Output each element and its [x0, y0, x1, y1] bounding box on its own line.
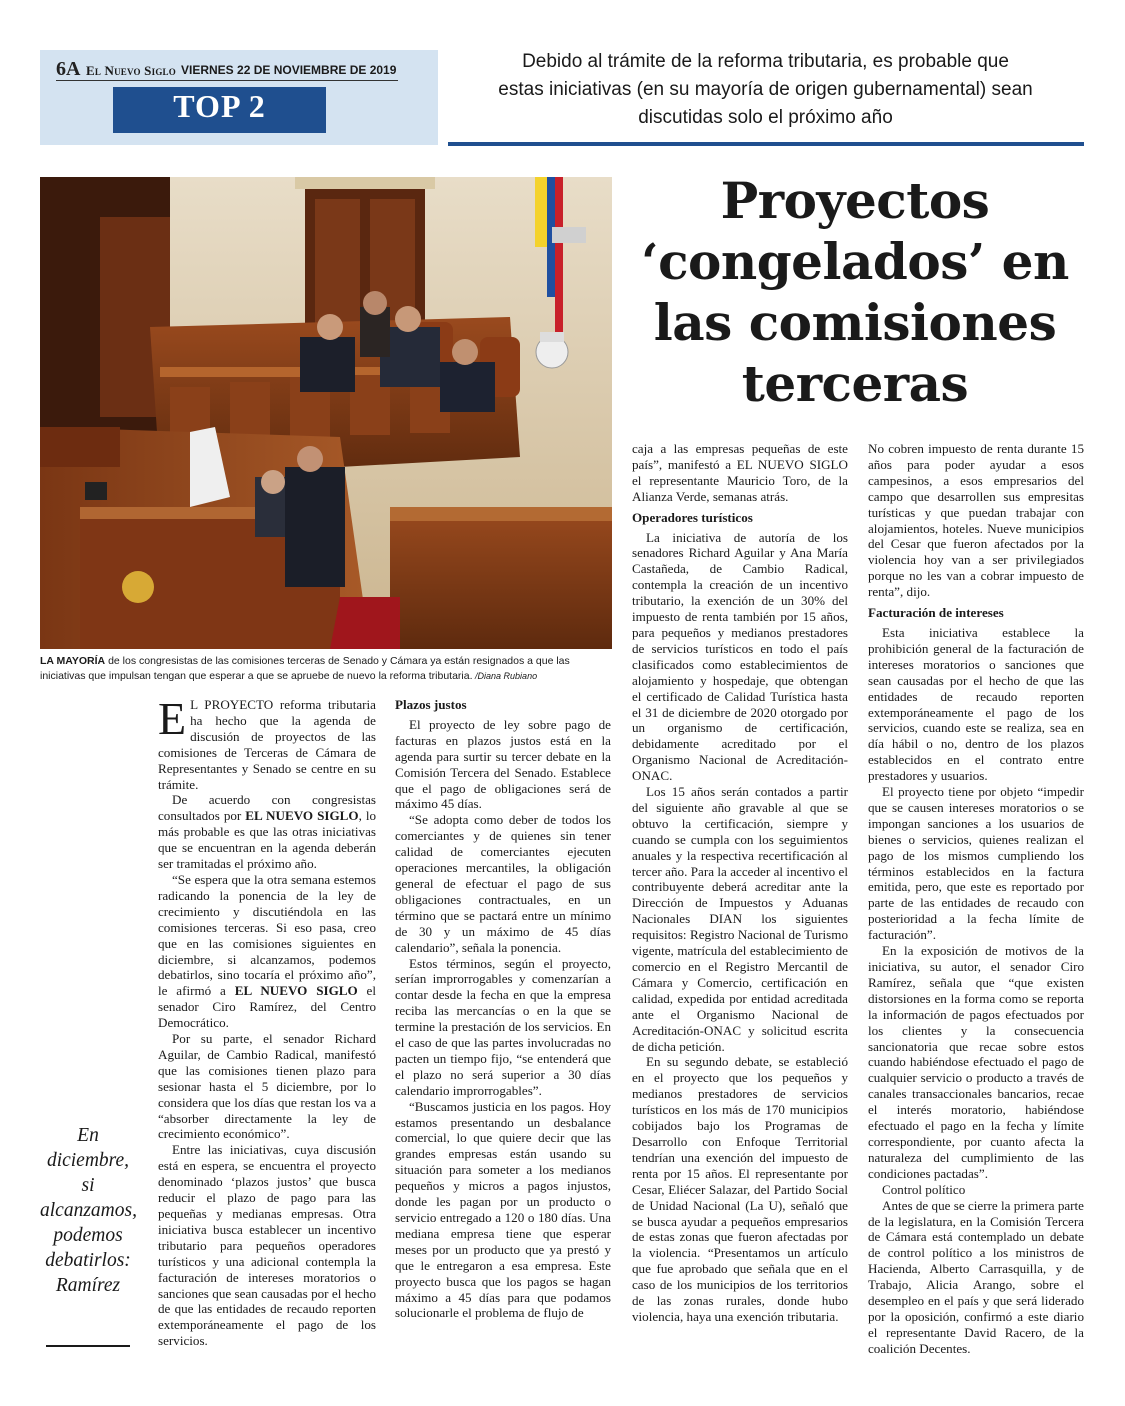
issue-date: VIERNES 22 DE NOVIEMBRE DE 2019	[181, 63, 397, 77]
header-divider	[56, 80, 398, 81]
drop-cap: E	[158, 693, 187, 744]
newspaper-name: El Nuevo Siglo	[86, 63, 176, 78]
article-deck	[448, 48, 1083, 132]
subheading: Facturación de intereses	[868, 605, 1004, 621]
subheading-inline: Control político	[882, 1181, 966, 1197]
subheading: Plazos justos	[395, 697, 467, 712]
article-paragraph: En la exposición de motivos de la iniciativa, su autor, el senador Ciro Ramírez, señala que “que existen distorsiones en la forma como se reporta la información de pagos efectuados por los clientes y la consecuencia sancionatoria que recae sobre estos cuando habiéndose efectuado el pago de cualquier servicio o producto a través de canales transaccionales bancarios, recae el interés moratorio, habiéndose efectuado el pago en la fecha y límite correspondiente, por cuanto afecta la naturaleza del cumplimiento de las condiciones pactadas”.	[868, 943, 1084, 1181]
article-paragraph: “Se adopta como deber de todos los comerciantes y de quienes sin tener calidad de comerciantes ejecuten operaciones mercantiles, la obligación general de efectuar el pago de sus obligaciones contractuales, en un término que se pactará entre un mínimo de 30 y un máximo de 45 días calendario”, señala la ponencia.	[395, 812, 611, 955]
article-paragraph: Esta iniciativa establece la prohibición general de la facturación de intereses moratorios o sanciones que sean causadas por el hecho de que las entidades de recaudo reporten extemporáneamente el pago de los servicios, cuando este se realiza, sea en día hábil o no, dentro de los plazos establecidos en el contrato entre prestadores y usuarios.	[868, 624, 1084, 784]
article-column-1	[158, 693, 377, 1349]
deck-line: Debido al trámite de la reforma tributaria, es probable que	[522, 51, 1009, 72]
article-paragraph: “Buscamos justicia en los pagos. Hoy estamos presentando un desbalance comercial, lo que quiere decir que las grandes empresas están usando su situación para someter a los medianos pequeños y micros a pagos injustos, donde les pagan por un producto o servicio entregado a 120 o 180 días. Una mediana empresa tiene que esperar meses por un producto que ya prestó y que le entregaron a esa empresa. Este proyecto busca que los pagos se hagan máximo a 45 días para que podamos solucionarle el problema de flujo de	[395, 1098, 611, 1321]
congress-chamber-photo	[40, 177, 612, 649]
article-headline	[625, 170, 1085, 414]
subheading: Operadores turísticos	[632, 509, 753, 525]
article-column-3	[632, 441, 848, 1325]
section-label: TOP 2	[173, 88, 266, 124]
pull-quote: En diciembre, si alcanzamos, podemos debatirlos: Ramírez	[40, 1125, 137, 1296]
headline-line: las comisiones	[653, 293, 1057, 352]
article-paragraph: “Se espera que la otra semana estemos radicando la ponencia de la ley de crecimiento y discutiéndola en las comisiones terceras. Si eso pasa, creo que en las comisiones siguientes en diciembre, si alcanzamos, podemos debatirlos, sino tocaría el próximo año”, le afirmó a EL NUEVO SIGLO el senador Ciro Ramírez, del Centro Democrático.	[158, 871, 377, 1031]
article-paragraph: El proyecto tiene por objeto “impedir que se causen intereses moratorios o se impongan sanciones a los usuarios de bienes o servicios, quienes realizan el pago de los mismos cumpliendo los términos establecidos en la factura emitida, pero, que este es reportado por parte de las entidades de recaudo con posterioridad a la fecha límite de facturación”.	[868, 784, 1084, 943]
caption-lead: LA MAYORÍA	[40, 655, 106, 667]
page-number: 6A	[56, 58, 81, 80]
article-paragraph: En su segundo debate, se estableció en el proyecto que los pequeños y medianos prestadores de servicios turísticos en los más de 170 municipios cobijados bajo los Programas de Desarrollo con Enfoque Territorial tendrían una exención del impuesto de renta por 15 años. El representante por Cesar, Eliécer Salazar, del Partido Social de Unidad Nacional (La U), señaló que se busca ayudar a pequeños empresarios de estas zonas que fueron afectadas por la violencia. “Presentamos un artículo que fue aprobado que señala que en el caso de los municipios de los territorios de las zonas rurales, donde hubo violencia, haya una exención tributaria.	[632, 1054, 848, 1324]
article-paragraph: Por su parte, el senador Richard Aguilar, de Cambio Radical, manifestó que las comisiones tienen plazo para sesionar hasta el 5 diciembre, por lo considera que los días que restan los va a “absorber directamente la ley de crecimiento económico”.	[158, 1031, 376, 1142]
headline-line: terceras	[741, 354, 969, 413]
article-column-4	[868, 441, 1084, 1357]
headline-line: Proyectos	[720, 171, 990, 230]
article-paragraph: E L PROYECTO reforma tributaria ha hecho que la agenda de discusión de proyectos de las comisiones de Terceras de Cámara de Representantes y Senado se centre en su trámite.	[158, 693, 376, 792]
deck-line: estas iniciativas (en su mayoría de origen gubernamental) sean	[498, 79, 1033, 100]
article-paragraph: Antes de que se cierre la primera parte de la legislatura, en la Comisión Tercera de Cámara está contemplado un debate de control político a los ministros de Hacienda, Alberto Carrasquilla, y de Trabajo, Alicia Arango, sobre el desempleo en el país y que será liderado por la oposición, confirmó a este diario el representante David Racero, de la coalición Decentes.	[868, 1197, 1084, 1356]
article-paragraph: Entre las iniciativas, cuya discusión está en espera, se encuentra el proyecto denominado ‘plazos justos’ que busca reducir el plazo de pago para las pequeñas y medianas empresas. Otra iniciativa busca establecer un incentivo tributario para pequeños operadores turísticos y una adicional contempla la facturación de intereses moratorios o sanciones que sean causadas por el hecho de que las entidades de recaudo reporten extemporáneamente el pago de los servicios.	[158, 1142, 376, 1349]
pull-quote-rule	[46, 1345, 130, 1347]
headline-line: ‘congelados’ en	[641, 232, 1069, 291]
article-paragraph: La iniciativa de autoría de los senadores Richard Aguilar y Ana María Castañeda, de Cambio Radical, contempla la creación de un incentivo tributario, la exención de un 30% del impuesto de renta también por 15 años, para pequeños y medianos prestadores de servicios turísticos en todo el país clasificados como establecimientos de alojamiento y hospedaje, que obtengan el certificado de Calidad Turística hasta el 31 de diciembre de 2020 otorgado por un organismo de certificación, debidamente acreditado por el Organismo Nacional de Acreditación-ONAC.	[632, 529, 848, 784]
article-paragraph: caja a las empresas pequeñas de este país”, manifestó a EL NUEVO SIGLO el representante Mauricio Toro, de la Alianza Verde, semanas atrás.	[632, 441, 848, 504]
article-column-2	[395, 694, 611, 1321]
deck-line: discutidas solo el próximo año	[638, 107, 893, 128]
article-paragraph: El proyecto de ley sobre pago de facturas en plazos justos está en la agenda para surtir su tercer debate en la Comisión Tercera del Senado. Establece que el pago de obligaciones será de máximo 45 días.	[395, 716, 611, 812]
deck-divider	[448, 142, 1084, 146]
article-paragraph: De acuerdo con congresistas consultados por EL NUEVO SIGLO, lo más probable es que las otras iniciativas que se encuentran en la agenda deberán ser tramitadas el próximo año.	[158, 792, 377, 872]
caption-text: de los congresistas de las comisiones terceras de Senado y Cámara ya están resignados a que las iniciativas que impulsan tengan que esperar a que se apruebe de nuevo la reforma tributaria.	[40, 655, 570, 682]
article-paragraph: Los 15 años serán contados a partir del siguiente año gravable al que se obtuvo la certificación, siempre y cuando se cumpla con los seguimientos anuales y la respectiva recertificación al tercer año. Para la acceder al incentivo el contribuyente deberá acreditar ante la Dirección de Impuestos y Aduanas Nacionales DIAN los siguientes requisitos: Registro Nacional de Turismo vigente, matrícula del establecimiento de comercio en el Registro Mercantil de Cámara y Comercio, certificación en calidad, expedida por entidad acreditada ante el Organismo Nacional de Acreditación-ONAC y solicitud escrita de dicha petición.	[632, 784, 848, 1054]
photo-caption	[40, 654, 612, 684]
article-paragraph: Estos términos, según el proyecto, serían improrrogables y comenzarían a contar desde la fecha en que la empresa reciba las mercancías o en la que se termine la prestación de los servicios. En el caso de que las partes involucradas no pacten un tiempo fijo, “se entenderá que el plazo no será superior a 30 días calendario improrrogables”.	[395, 955, 611, 1098]
photo-credit: /Diana Rubiano	[472, 671, 538, 681]
article-paragraph: No cobren impuesto de renta durante 15 años para poder ayudar a esos campesinos, a esos empresarios del campo que desarrollen sus empresitas turísticas y que puedan trabajar con alojamientos, hoteles. Nueve municipios del Cesar que fueron afectados por la violencia hoy van a ser privilegiados porque no les van a cobrar impuesto de renta”, dijo.	[868, 441, 1084, 600]
